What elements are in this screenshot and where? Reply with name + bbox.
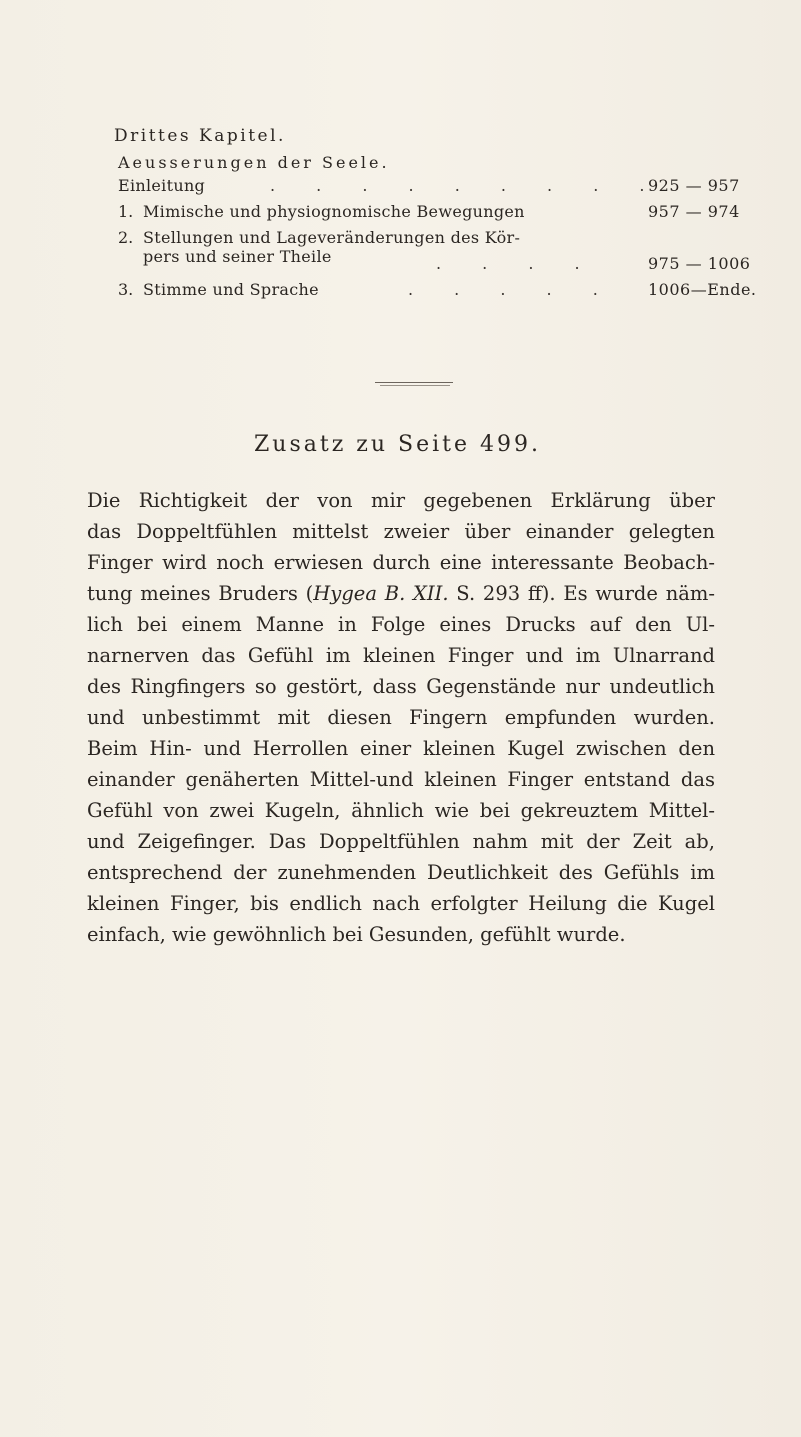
toc-entry-pages: 957 — 974 [648, 202, 740, 221]
toc-entry-number: 1. [118, 202, 134, 221]
body-line: entsprechend der zunehmenden Deutlichkeit des Gefühls im [87, 861, 715, 884]
section-divider-underline [380, 385, 450, 386]
toc-entry [118, 280, 796, 306]
body-line: tung meines Bruders (Hygea B. XII. S. 293 ff). Es wurde näm- [87, 582, 715, 605]
body-line: Die Richtigkeit der von mir gegebenen Erklärung über [87, 489, 715, 512]
section-divider [375, 382, 453, 383]
body-line: und unbestimmt mit diesen Fingern empfunden wurden. [87, 706, 715, 729]
body-line: Finger wird noch erwiesen durch eine interessante Beobach- [87, 551, 715, 574]
body-line: Gefühl von zwei Kugeln, ähnlich wie bei gekreuztem Mittel- [87, 799, 715, 822]
toc-entry-label: Mimische und physiognomische Bewegungen [143, 202, 525, 221]
toc-entry-label-line1: Stellungen und Lageveränderungen des Kör- [143, 228, 521, 247]
toc-entry-dots: . . . . . [408, 280, 616, 299]
body-line: Beim Hin- und Herrollen einer kleinen Kugel zwischen den [87, 737, 715, 760]
toc-entry-pages: 975 — 1006 [648, 254, 751, 273]
body-line: kleinen Finger, bis endlich nach erfolgter Heilung die Kugel [87, 892, 715, 915]
body-line: das Doppeltfühlen mittelst zweier über einander gelegten [87, 520, 715, 543]
toc-entry-dots: . . . . [436, 254, 598, 273]
addendum-title: Zusatz zu Seite 499. [254, 432, 542, 457]
citation-italic: Hygea B. XII. [313, 582, 449, 605]
toc-entry-dots: . . . . . . . . . [270, 176, 663, 195]
toc-entry [118, 202, 796, 228]
body-line: narnerven das Gefühl im kleinen Finger und im Ulnarrand [87, 644, 715, 667]
toc-entry-pages: 1006—Ende. [648, 280, 757, 299]
body-line: einfach, wie gewöhnlich bei Gesunden, gefühlt wurde. [87, 923, 626, 946]
addendum-body [87, 485, 715, 950]
toc-entry-pages: 925 — 957 [648, 176, 740, 195]
body-line: des Ringfingers so gestört, dass Gegenstände nur undeutlich [87, 675, 715, 698]
toc-entry-label-line2: pers und seiner Theile [143, 247, 332, 266]
body-line: lich bei einem Manne in Folge eines Drucks auf den Ul- [87, 613, 715, 636]
body-line: einander genäherten Mittel-und kleinen Finger entstand das [87, 768, 715, 791]
body-line: und Zeigefinger. Das Doppeltfühlen nahm mit der Zeit ab, [87, 830, 715, 853]
toc-entry [118, 176, 796, 202]
table-of-contents [118, 176, 796, 306]
toc-entry-label: Einleitung [118, 176, 206, 195]
toc-entry [118, 228, 796, 280]
chapter-title: Drittes Kapitel. [114, 126, 286, 146]
toc-entry-number: 2. [118, 228, 134, 247]
toc-entry-label: Stimme und Sprache [143, 280, 319, 299]
toc-entry-number: 3. [118, 280, 134, 299]
chapter-subtitle: Aeusserungen der Seele. [118, 153, 390, 172]
